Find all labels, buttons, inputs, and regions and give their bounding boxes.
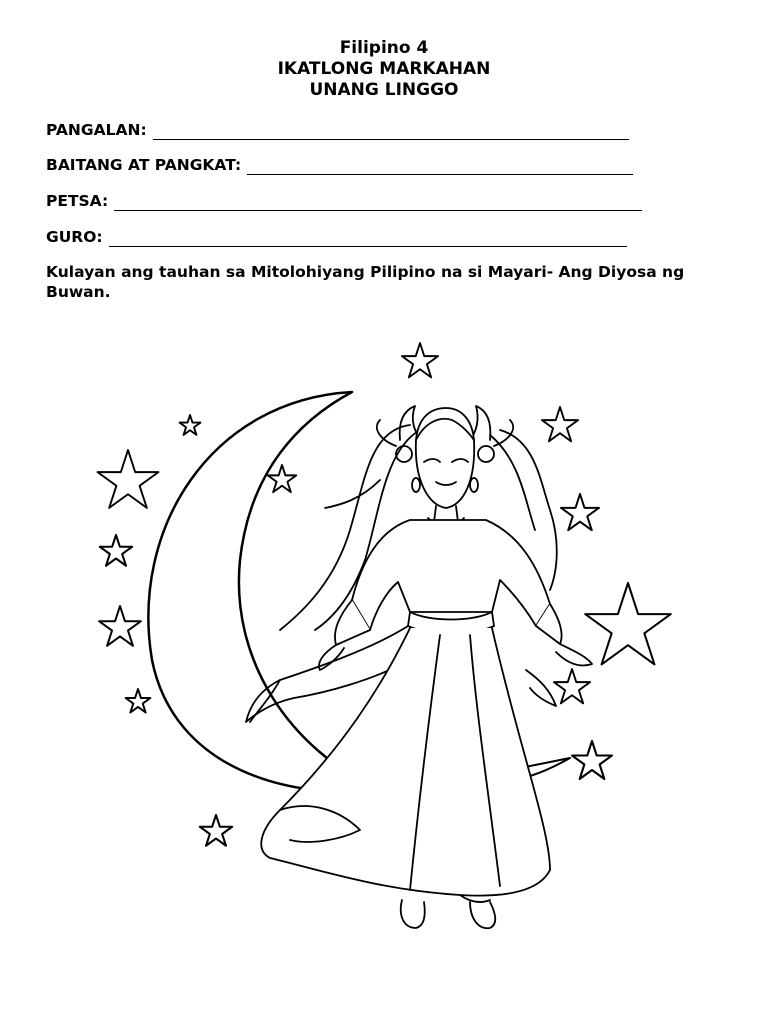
name-field	[46, 120, 629, 140]
teacher-field	[46, 227, 627, 247]
star-icon	[98, 450, 159, 508]
date-field	[46, 191, 642, 211]
star-icon	[554, 669, 590, 703]
star-icon	[561, 494, 599, 530]
worksheet-header	[0, 38, 768, 101]
teacher-label: GURO:	[46, 228, 103, 246]
star-icon	[200, 815, 232, 846]
date-label: PETSA:	[46, 192, 109, 210]
mayari-coloring-illustration	[80, 330, 700, 950]
star-icon	[268, 465, 297, 492]
quarter-title: IKATLONG MARKAHAN	[277, 59, 491, 79]
instruction-text: Kulayan ang tauhan sa Mitolohiyang Pilipino na si Mayari- Ang Diyosa ng Buwan.	[46, 263, 685, 301]
grade-section-field	[46, 155, 633, 175]
star-icon	[402, 343, 438, 377]
week-title: UNANG LINGGO	[309, 80, 459, 100]
star-icon	[585, 583, 671, 664]
star-icon	[180, 415, 201, 435]
star-icon	[126, 689, 151, 713]
name-blank-line[interactable]	[153, 125, 629, 140]
star-icon	[99, 606, 141, 646]
date-blank-line[interactable]	[114, 196, 642, 211]
grade-section-label: BAITANG AT PANGKAT:	[46, 156, 242, 174]
subject-title: Filipino 4	[339, 38, 429, 58]
teacher-blank-line[interactable]	[109, 232, 627, 247]
goddess-figure-icon	[246, 406, 592, 928]
name-label: PANGALAN:	[46, 121, 147, 139]
grade-section-blank-line[interactable]	[247, 160, 633, 175]
star-icon	[572, 741, 612, 779]
star-icon	[100, 535, 132, 566]
star-icon	[542, 407, 578, 441]
